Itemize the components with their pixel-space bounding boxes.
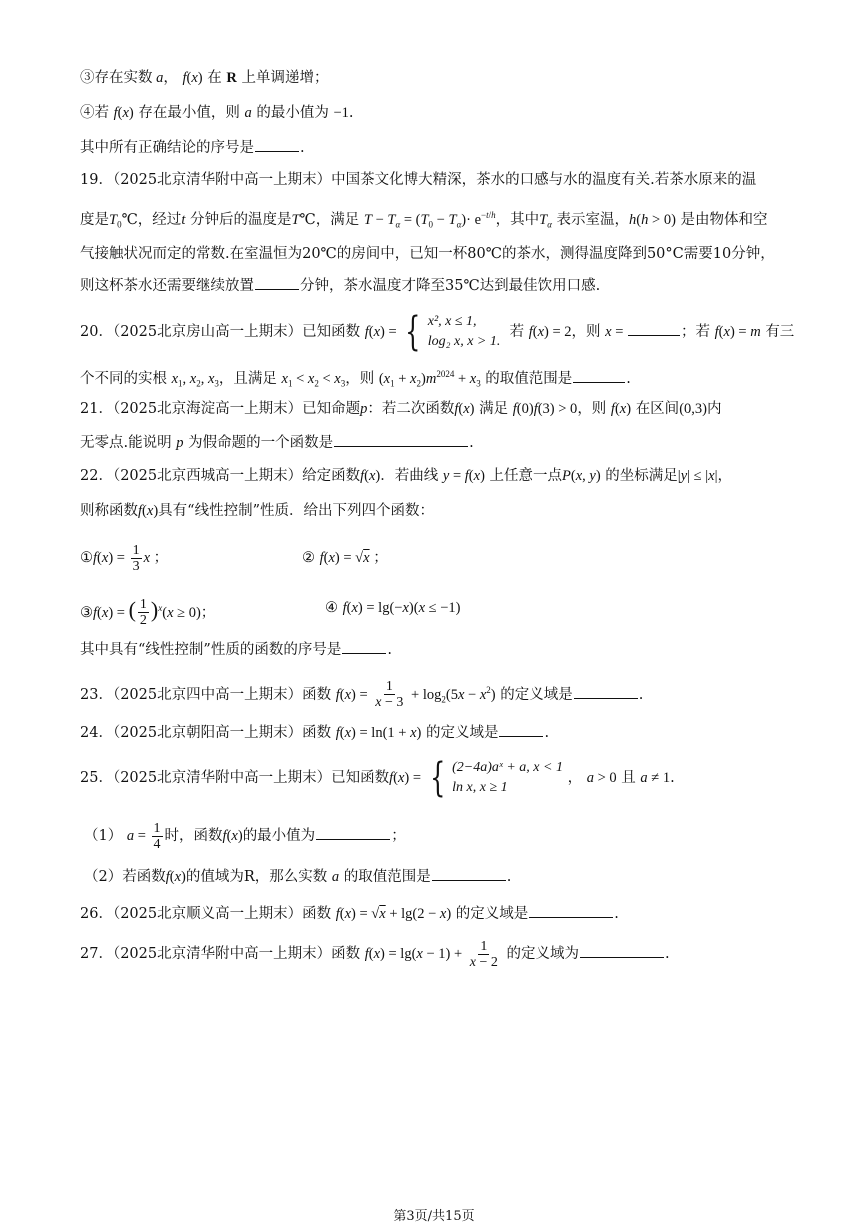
q21-line2: 无零点.能说明 p 为假命题的一个函数是 . xyxy=(80,432,474,453)
answer-blank xyxy=(316,825,390,840)
answer-blank xyxy=(573,368,625,383)
q22-option-3: ③f(x) = ( $\frac{1}{2}$ )$^x$(x ≥ 0)； xyxy=(80,596,216,629)
answer-blank xyxy=(255,137,299,152)
q20-line1: 20．（2025北京房山高一上期末）已知函数 f(x) = { x², x ≤ 1, log₂ x, x > 1. 若 f(x) = 2，则 x = ；若 f(x) = m 有三 xyxy=(80,309,795,355)
q25-part2: （2）若函数f(x)的值域为R，那么实数 a 的取值范围是 . xyxy=(84,866,511,887)
answer-blank xyxy=(529,903,613,918)
q26-line: 26．（2025北京顺义高一上期末）函数 f(x) = √x + lg(2 − x) 的定义域是 . xyxy=(80,903,619,924)
q22-option-4: ④ f(x) = lg(−x)(x ≤ −1) xyxy=(325,600,461,616)
q19-line2: 度是$T_0℃$，经过t 分钟后的温度是T℃，满足 $T - T_\alpha = (T_0 - T_\alpha)\cdot e^{-t/h}$，其中$T_\alpha$ 表示室温，h(h > 0) 是由物体和空 xyxy=(80,210,768,230)
piecewise-function: { x², x ≤ 1, log₂ x, x > 1. xyxy=(405,309,501,355)
statement-3: ③存在实数 a， f(x) 在 R 上单调递增； xyxy=(80,70,329,86)
q22-line2: 则称函数f(x)具有“线性控制”性质．给出下列四个函数： xyxy=(80,503,434,519)
q19-line1: 19．（2025北京清华附中高一上期末）中国茶文化博大精深，茶水的口感与水的温度有关.若茶水原来的温 xyxy=(80,172,757,188)
q19-line3: 气接触状况而定的常数.在室温恒为20℃的房间中，已知一杯80℃的茶水，测得温度降到50°C需要10分钟， xyxy=(80,246,775,262)
piecewise-function: { (2−4a)aˣ + a, x < 1 ln x, x ≥ 1 xyxy=(429,755,563,801)
q23-line: 23．（2025北京四中高一上期末）函数 f(x) = $\frac{1}{x - 3}$ + $\log_2(5x - x^2)$ 的定义域是 . xyxy=(80,679,644,711)
q22-line1: 22．（2025北京西城高一上期末）给定函数f(x)．若曲线 y = f(x) 上任意一点P(x, y) 的坐标满足|y| ≤ |x|， xyxy=(80,468,732,484)
answer-blank xyxy=(432,866,506,881)
answer-blank xyxy=(628,321,680,336)
answer-blank xyxy=(580,943,664,958)
q20-line2: 个不同的实根 $x_1$, $x_2$, $x_3$，且满足 $x_1 < x_2 < x_3$，则 $(x_1 + x_2)m^{2024} + x_3$ 的取值范围是 . xyxy=(80,369,631,389)
answer-blank xyxy=(334,432,468,447)
q25-part1: （1） a = $\frac{1}{4}$ 时，函数f(x)的最小值为 ； xyxy=(84,820,406,852)
q24-line: 24．（2025北京朝阳高一上期末）函数 f(x) = ln(1 + x) 的定义域是 . xyxy=(80,722,549,743)
q19-line4: 则这杯茶水还需要继续放置 分钟，茶水温度才降至35℃达到最佳饮用口感. xyxy=(80,275,600,296)
answer-blank xyxy=(342,639,386,654)
answer-blank xyxy=(499,722,543,737)
q21-line1: 21．（2025北京海淀高一上期末）已知命题p：若二次函数f(x) 满足 f(0)f(3) > 0，则 f(x) 在区间(0,3)内 xyxy=(80,401,722,417)
answer-blank xyxy=(574,684,638,699)
answer-blank xyxy=(255,275,299,290)
q22-line-answer: 其中具有“线性控制”性质的函数的序号是 . xyxy=(80,639,392,660)
q25-line: 25．（2025北京清华附中高一上期末）已知函数f(x) = { (2−4a)aˣ + a, x < 1 ln x, x ≥ 1 ， a > 0 且 a ≠ 1. xyxy=(80,755,675,801)
q27-line: 27．（2025北京清华附中高一上期末）函数 f(x) = lg(x − 1) + $\frac{1}{x - 2}$ 的定义域为 . xyxy=(80,938,670,970)
q22-options-row1: ①f(x) = $\frac{1}{3}$ x ； xyxy=(80,542,169,574)
conclusion-prompt: 其中所有正确结论的序号是 . xyxy=(80,137,305,158)
statement-4: ④若 f(x) 存在最小值，则 a 的最小值为 −1. xyxy=(80,105,354,121)
page-footer: 第3页/共15页 xyxy=(393,1209,475,1224)
q22-option-2: ② f(x) = √x ； xyxy=(302,550,388,566)
